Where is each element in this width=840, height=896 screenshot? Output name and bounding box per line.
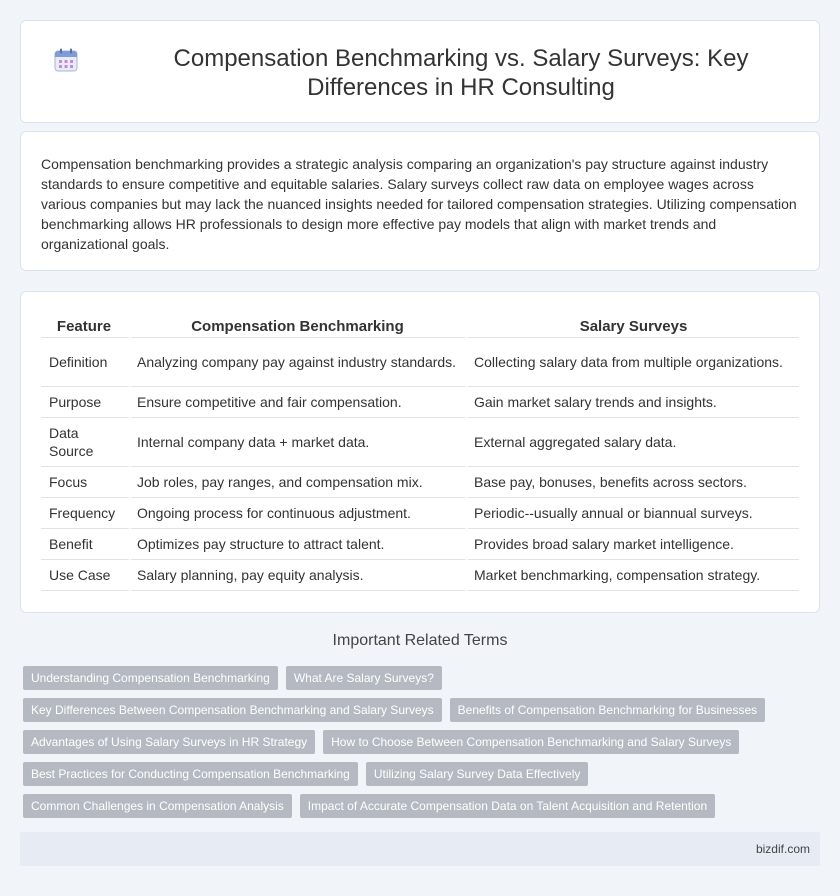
page-title: Compensation Benchmarking vs. Salary Surveys: Key Differences in HR Consulting (173, 45, 749, 101)
row-feature: Use Case (41, 560, 131, 591)
row-surveys: Gain market salary trends and insights. (468, 387, 799, 418)
related-term-link[interactable]: Best Practices for Conducting Compensation Benchmarking (23, 762, 358, 786)
tag-row (23, 730, 747, 754)
comparison-table (41, 313, 799, 591)
row-feature: Definition (41, 338, 131, 387)
row-surveys: Collecting salary data from multiple organizations. (468, 338, 799, 387)
row-benchmarking: Analyzing company pay against industry standards. (131, 338, 468, 387)
row-feature: Purpose (41, 387, 131, 418)
row-feature: Benefit (41, 529, 131, 560)
table-row (41, 387, 799, 418)
row-surveys: Market benchmarking, compensation strategy. (468, 560, 799, 591)
related-term-link[interactable]: Advantages of Using Salary Surveys in HR Strategy (23, 730, 315, 754)
comparison-card (20, 291, 820, 613)
row-benchmarking: Ongoing process for continuous adjustment. (131, 498, 468, 529)
header-card (20, 20, 820, 123)
intro-card (20, 131, 820, 271)
table-row (41, 338, 799, 387)
row-surveys: Provides broad salary market intelligence. (468, 529, 799, 560)
calendar-icon (53, 47, 79, 73)
related-term-link[interactable]: Key Differences Between Compensation Benchmarking and Salary Surveys (23, 698, 442, 722)
row-benchmarking: Internal company data + market data. (131, 418, 468, 467)
related-term-link[interactable]: Benefits of Compensation Benchmarking for Businesses (450, 698, 766, 722)
footer (20, 832, 820, 866)
tag-row (23, 666, 450, 690)
header-compensation-benchmarking: Compensation Benchmarking (131, 313, 468, 338)
related-terms-heading: Important Related Terms (332, 632, 508, 649)
tag-row (23, 762, 596, 786)
row-feature: Data Source (41, 418, 131, 467)
table-row (41, 418, 799, 467)
related-term-link[interactable]: Impact of Accurate Compensation Data on Talent Acquisition and Retention (300, 794, 715, 818)
row-benchmarking: Ensure competitive and fair compensation. (131, 387, 468, 418)
row-feature: Focus (41, 467, 131, 498)
intro-paragraph: Compensation benchmarking provides a strategic analysis comparing an organization's pay structure against industry standards to ensure competitive and equitable salaries. Salary surveys collect raw data on employee wages across various companies but may lack the nuanced insights needed for tailored compensation strategies. Utilizing compensation benchmarking allows HR professionals to design more effective pay models that align with market trends and organizational goals. (41, 156, 797, 252)
table-row (41, 498, 799, 529)
related-term-link[interactable]: How to Choose Between Compensation Benchmarking and Salary Surveys (323, 730, 739, 754)
table-row (41, 529, 799, 560)
table-header-row (41, 313, 799, 338)
row-surveys: Periodic--usually annual or biannual surveys. (468, 498, 799, 529)
row-benchmarking: Job roles, pay ranges, and compensation mix. (131, 467, 468, 498)
table-row (41, 560, 799, 591)
table-row (41, 467, 799, 498)
row-surveys: Base pay, bonuses, benefits across sectors. (468, 467, 799, 498)
row-benchmarking: Salary planning, pay equity analysis. (131, 560, 468, 591)
header-feature: Feature (41, 313, 131, 338)
related-term-link[interactable]: Utilizing Salary Survey Data Effectively (366, 762, 589, 786)
row-benchmarking: Optimizes pay structure to attract talent. (131, 529, 468, 560)
header-salary-surveys: Salary Surveys (468, 313, 799, 338)
tag-row (23, 794, 723, 818)
related-term-link[interactable]: What Are Salary Surveys? (286, 666, 442, 690)
footer-site-link[interactable]: bizdif.com (755, 842, 810, 856)
row-feature: Frequency (41, 498, 131, 529)
related-term-link[interactable]: Common Challenges in Compensation Analysis (23, 794, 292, 818)
tag-row (23, 698, 773, 722)
row-surveys: External aggregated salary data. (468, 418, 799, 467)
related-term-link[interactable]: Understanding Compensation Benchmarking (23, 666, 278, 690)
